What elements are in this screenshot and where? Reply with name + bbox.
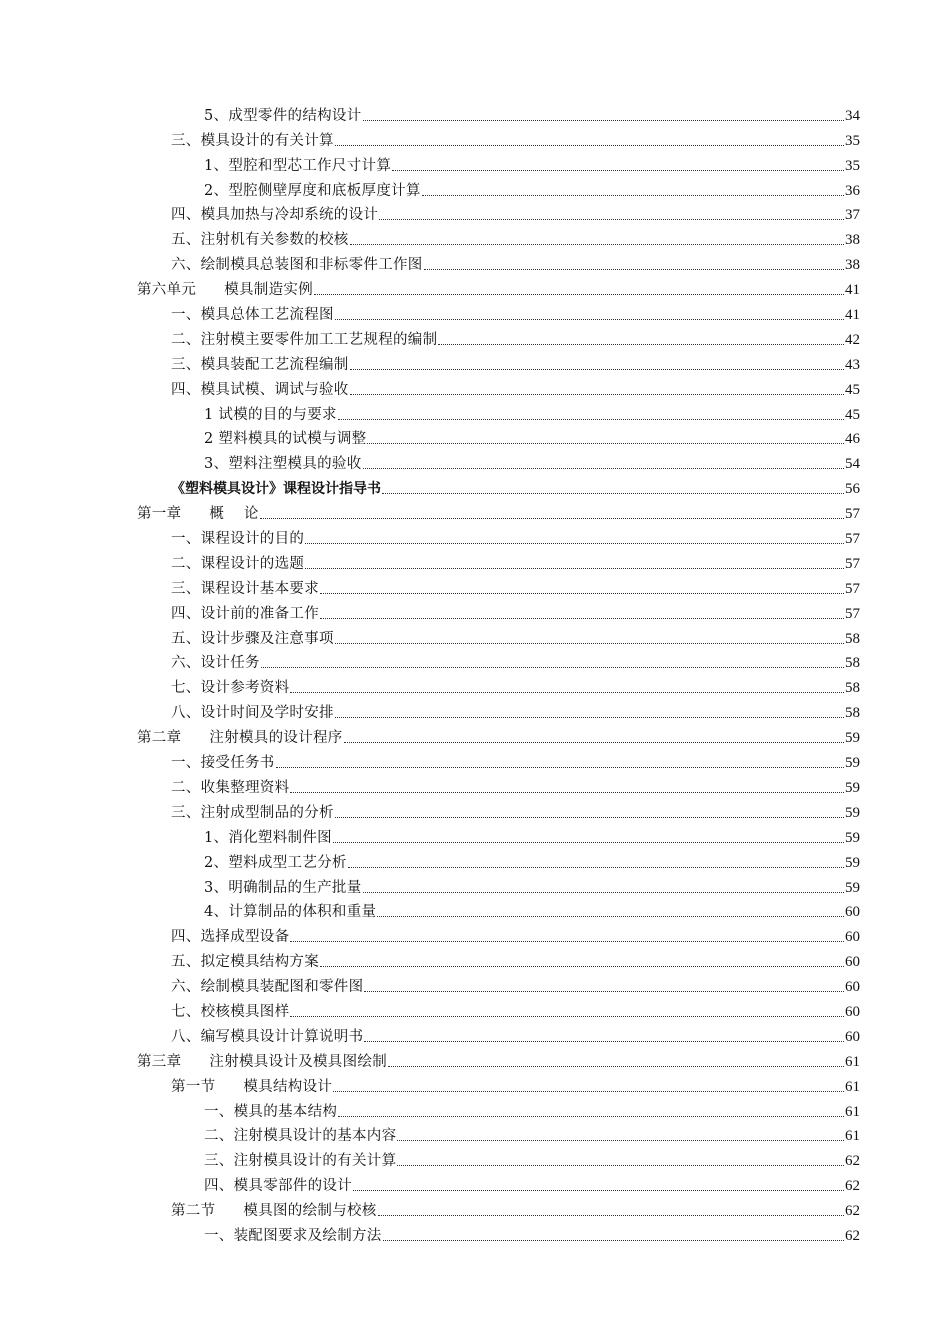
toc-page-number: 34 [845,107,860,124]
toc-page-number: 41 [845,282,860,299]
toc-entry-title [171,779,289,797]
toc-entry-label: 三、模具设计的有关计算 [171,132,334,149]
toc-page-number: 37 [845,207,860,224]
toc-entry-title [204,1103,337,1121]
toc-entry-title [171,256,423,274]
toc-page-number: 59 [845,730,860,747]
toc-entry-label: 5、成型零件的结构设计 [204,107,362,124]
toc-entry[interactable] [137,473,860,498]
toc-entry[interactable] [137,1220,860,1245]
toc-entry-title [171,206,378,224]
toc-entry-label: 二、收集整理资料 [171,779,290,796]
toc-entry-title [137,729,343,747]
toc-dot-leader [350,244,844,245]
toc-entry[interactable] [137,498,860,523]
toc-page-number: 59 [845,829,860,846]
toc-entry-title [204,406,337,424]
toc-entry-label: 五、拟定模具结构方案 [171,954,319,971]
toc-entry-label: 《塑料模具设计》课程设计指导书 [171,481,381,498]
toc-entry-title [204,1127,396,1145]
toc-page-number: 60 [845,904,860,921]
toc-entry[interactable] [137,548,860,573]
toc-dot-leader [424,269,844,270]
toc-entry[interactable] [137,424,860,449]
toc-entry-subtitle: 模具制造实例 [224,282,314,299]
toc-entry-label: 三、模具装配工艺流程编制 [171,356,349,373]
toc-page-number: 57 [845,580,860,597]
toc-page-number: 57 [845,605,860,622]
toc-page-number: 59 [845,755,860,772]
toc-entry[interactable] [137,672,860,697]
toc-entry-label: 六、设计任务 [171,655,260,672]
toc-dot-leader [397,1165,844,1166]
toc-dot-leader [382,493,844,494]
toc-entry-title [171,530,304,548]
toc-entry-label: 三、课程设计基本要求 [171,580,319,597]
toc-entry-title [171,1028,363,1046]
toc-dot-leader [438,344,844,345]
toc-entry-title [204,1177,352,1195]
toc-entry-title [204,1152,396,1170]
toc-page-number: 62 [845,1227,860,1244]
toc-entry-label: 4、计算制品的体积和重量 [204,904,377,921]
toc-entry-label: 2、型腔侧壁厚度和底板厚度计算 [204,182,421,199]
toc-entry[interactable] [137,1071,860,1096]
toc-entry-label: 一、模具的基本结构 [204,1103,338,1120]
toc-entry[interactable] [137,175,860,200]
toc-entry-title [204,455,362,473]
toc-dot-leader [364,1041,844,1042]
toc-entry-label: 第一节 [171,1078,216,1095]
toc-entry[interactable] [137,897,860,922]
toc-dot-leader [320,593,844,594]
toc-page-number: 61 [845,1103,860,1120]
toc-entry-label: 八、编写模具设计计算说明书 [171,1028,364,1045]
toc-page-number: 57 [845,555,860,572]
toc-dot-leader [379,219,844,220]
toc-dot-leader [335,319,844,320]
toc-entry[interactable] [137,1170,860,1195]
toc-entry-label: 四、模具零部件的设计 [204,1178,352,1195]
toc-entry-label: 五、注射机有关参数的校核 [171,232,349,249]
toc-page-number: 61 [845,1128,860,1145]
toc-entry-label: 一、模具总体工艺流程图 [171,307,334,324]
toc-entry-label: 1 试模的目的与要求 [204,406,337,423]
toc-dot-leader [276,767,844,768]
toc-entry-title [171,704,334,722]
toc-entry[interactable] [137,872,860,897]
toc-entry-label: 五、设计步骤及注意事项 [171,630,334,647]
toc-entry-label: 第二章 [137,730,182,747]
toc-page-number: 56 [845,481,860,498]
toc-page-number: 43 [845,356,860,373]
toc-page-number: 45 [845,406,860,423]
toc-entry-title [204,107,362,125]
toc-entry-title [204,879,362,897]
toc-entry[interactable] [137,299,860,324]
toc-entry-subtitle: 注射模具的设计程序 [209,730,343,747]
toc-page-number: 59 [845,879,860,896]
toc-entry-label: 六、绘制模具装配图和零件图 [171,979,364,996]
toc-page-number: 58 [845,680,860,697]
toc-dot-leader [305,568,844,569]
toc-entry-label: 第二节 [171,1203,216,1220]
toc-entry[interactable] [137,1021,860,1046]
toc-entry-label: 一、课程设计的目的 [171,531,305,548]
toc-dot-leader [348,867,844,868]
toc-entry-title [171,1202,377,1220]
toc-entry-title [171,381,349,399]
toc-entry-label: 3、塑料注塑模具的验收 [204,456,362,473]
toc-entry-title [171,605,319,623]
toc-page-number: 60 [845,929,860,946]
toc-dot-leader [338,419,844,420]
toc-entry[interactable] [137,324,860,349]
toc-entry-title [171,804,334,822]
toc-dot-leader [305,543,844,544]
toc-dot-leader [363,892,844,893]
toc-page-number: 60 [845,954,860,971]
toc-dot-leader [314,294,844,295]
toc-page-number: 61 [845,1078,860,1095]
toc-dot-leader [388,1066,844,1067]
toc-dot-leader [422,195,844,196]
toc-entry[interactable] [137,996,860,1021]
toc-entry-label: 第六单元 [137,282,197,299]
toc-page-number: 59 [845,779,860,796]
toc-entry[interactable] [137,150,860,175]
toc-page-number: 57 [845,506,860,523]
toc-entry[interactable] [137,274,860,299]
toc-entry-title [204,182,421,200]
toc-entry-label: 二、注射模主要零件加工工艺规程的编制 [171,331,438,348]
toc-dot-leader [363,468,844,469]
toc-page-number: 58 [845,630,860,647]
toc-entry[interactable] [137,1096,860,1121]
toc-entry[interactable] [137,249,860,274]
toc-entry-label: 2、塑料成型工艺分析 [204,854,347,871]
toc-entry-label: 一、接受任务书 [171,755,275,772]
toc-page-number: 62 [845,1178,860,1195]
toc-dot-leader [335,817,844,818]
toc-dot-leader [397,1140,844,1141]
toc-entry[interactable] [137,722,860,747]
toc-page-number: 59 [845,804,860,821]
toc-page-number: 57 [845,531,860,548]
toc-entry-title [171,580,319,598]
toc-entry-label: 三、注射模具设计的有关计算 [204,1153,397,1170]
toc-entry[interactable] [137,1121,860,1146]
toc-page-number: 62 [845,1153,860,1170]
toc-page-number: 62 [845,1203,860,1220]
toc-entry-title [171,356,349,374]
toc-page-number: 38 [845,257,860,274]
toc-page-number: 60 [845,1003,860,1020]
toc-entry[interactable] [137,349,860,374]
toc-entry-label: 三、注射成型制品的分析 [171,804,334,821]
toc-entry[interactable] [137,1145,860,1170]
toc-dot-leader [261,667,844,668]
toc-entry-label: 七、校核模具图样 [171,1003,290,1020]
toc-dot-leader [377,916,844,917]
toc-entry-title [137,1053,387,1071]
toc-entry-label: 六、绘制模具总装图和非标零件工作图 [171,257,423,274]
toc-entry-label: 四、设计前的准备工作 [171,605,319,622]
toc-entry-title [171,331,437,349]
toc-entry[interactable] [137,399,860,424]
toc-entry-label: 七、设计参考资料 [171,680,290,697]
toc-entry-subtitle: 概 论 [209,506,259,523]
toc-entry[interactable] [137,847,860,872]
toc-entry-label: 二、注射模具设计的基本内容 [204,1128,397,1145]
toc-dot-leader [353,1190,844,1191]
toc-entry-subtitle: 模具结构设计 [243,1078,333,1095]
toc-entry[interactable] [137,648,860,673]
toc-entry[interactable] [137,822,860,847]
toc-page-number: 61 [845,1053,860,1070]
toc-entry-label: 1、型腔和型芯工作尺寸计算 [204,157,392,174]
toc-dot-leader [290,1016,844,1017]
toc-dot-leader [338,1116,844,1117]
toc-entry[interactable] [137,697,860,722]
toc-entry-label: 2 塑料模具的试模与调整 [204,431,367,448]
toc-page-number: 42 [845,331,860,348]
toc-page-number: 60 [845,979,860,996]
toc-entry-title [204,829,332,847]
toc-entry[interactable] [137,747,860,772]
toc-page-number: 60 [845,1028,860,1045]
toc-dot-leader [260,518,844,519]
toc-entry-title [204,157,391,175]
toc-entry-title [204,854,347,872]
toc-dot-leader [333,1091,844,1092]
toc-entry[interactable] [137,448,860,473]
toc-entry-label: 四、模具试模、调试与验收 [171,381,349,398]
toc-entry-subtitle: 注射模具设计及模具图绘制 [209,1053,388,1070]
toc-entry[interactable] [137,623,860,648]
toc-entry-title [204,1227,382,1245]
toc-dot-leader [290,692,844,693]
toc-dot-leader [290,792,844,793]
toc-entry-title [204,903,376,921]
toc-entry[interactable] [137,797,860,822]
toc-entry-title [171,679,289,697]
toc-entry-label: 3、明确制品的生产批量 [204,879,362,896]
toc-entry[interactable] [137,772,860,797]
toc-entry-label: 四、选择成型设备 [171,929,290,946]
toc-dot-leader [335,643,844,644]
toc-entry[interactable] [137,573,860,598]
toc-entry-title [171,630,334,648]
toc-entry-title [204,430,366,448]
toc-page-number: 54 [845,456,860,473]
toc-entry[interactable] [137,971,860,996]
toc-dot-leader [335,717,844,718]
toc-dot-leader [335,145,844,146]
toc-entry-title [171,1078,332,1096]
toc-entry-title [171,132,334,150]
toc-entry-title [171,928,289,946]
toc-entry[interactable] [137,374,860,399]
toc-entry-label: 四、模具加热与冷却系统的设计 [171,207,379,224]
toc-entry[interactable] [137,1046,860,1071]
toc-dot-leader [320,966,844,967]
toc-dot-leader [344,742,844,743]
toc-entry-title [137,505,259,523]
toc-page-number: 36 [845,182,860,199]
toc-page-number: 38 [845,232,860,249]
toc-dot-leader [383,1240,844,1241]
toc-dot-leader [320,618,844,619]
toc-entry-subtitle: 模具图的绘制与校核 [243,1203,377,1220]
toc-entry[interactable] [137,523,860,548]
toc-dot-leader [367,443,844,444]
toc-dot-leader [392,170,844,171]
toc-entry[interactable] [137,125,860,150]
toc-page-number: 58 [845,705,860,722]
toc-dot-leader [350,369,844,370]
toc-entry[interactable] [137,946,860,971]
toc-entry-title [171,1003,289,1021]
toc-entry-title [171,754,275,772]
toc-page-number: 45 [845,381,860,398]
toc-entry[interactable] [137,224,860,249]
toc-entry-title [171,306,334,324]
toc-entry[interactable] [137,598,860,623]
toc-dot-leader [290,941,844,942]
toc-entry[interactable] [137,100,860,125]
toc-entry-title [171,978,363,996]
table-of-contents [137,100,860,1245]
toc-page-number: 59 [845,854,860,871]
toc-entry-label: 第一章 [137,506,182,523]
toc-entry-label: 八、设计时间及学时安排 [171,705,334,722]
toc-entry-title [171,231,349,249]
toc-entry-title [171,654,260,672]
toc-entry-title [171,953,319,971]
toc-entry[interactable] [137,200,860,225]
toc-entry-label: 1、消化塑料制件图 [204,829,332,846]
toc-entry-label: 二、课程设计的选题 [171,555,305,572]
toc-entry-title [171,555,304,573]
toc-entry-title [137,281,313,299]
toc-dot-leader [378,1215,844,1216]
toc-entry-label: 第三章 [137,1053,182,1070]
toc-entry-title [171,480,381,498]
toc-page-number: 58 [845,655,860,672]
toc-page-number: 35 [845,132,860,149]
toc-dot-leader [333,842,844,843]
toc-entry[interactable] [137,1195,860,1220]
toc-dot-leader [363,120,844,121]
toc-entry-label: 一、装配图要求及绘制方法 [204,1227,382,1244]
toc-page-number: 46 [845,431,860,448]
toc-page-number: 41 [845,307,860,324]
toc-dot-leader [350,394,844,395]
toc-entry[interactable] [137,921,860,946]
toc-dot-leader [364,991,844,992]
toc-page-number: 35 [845,157,860,174]
